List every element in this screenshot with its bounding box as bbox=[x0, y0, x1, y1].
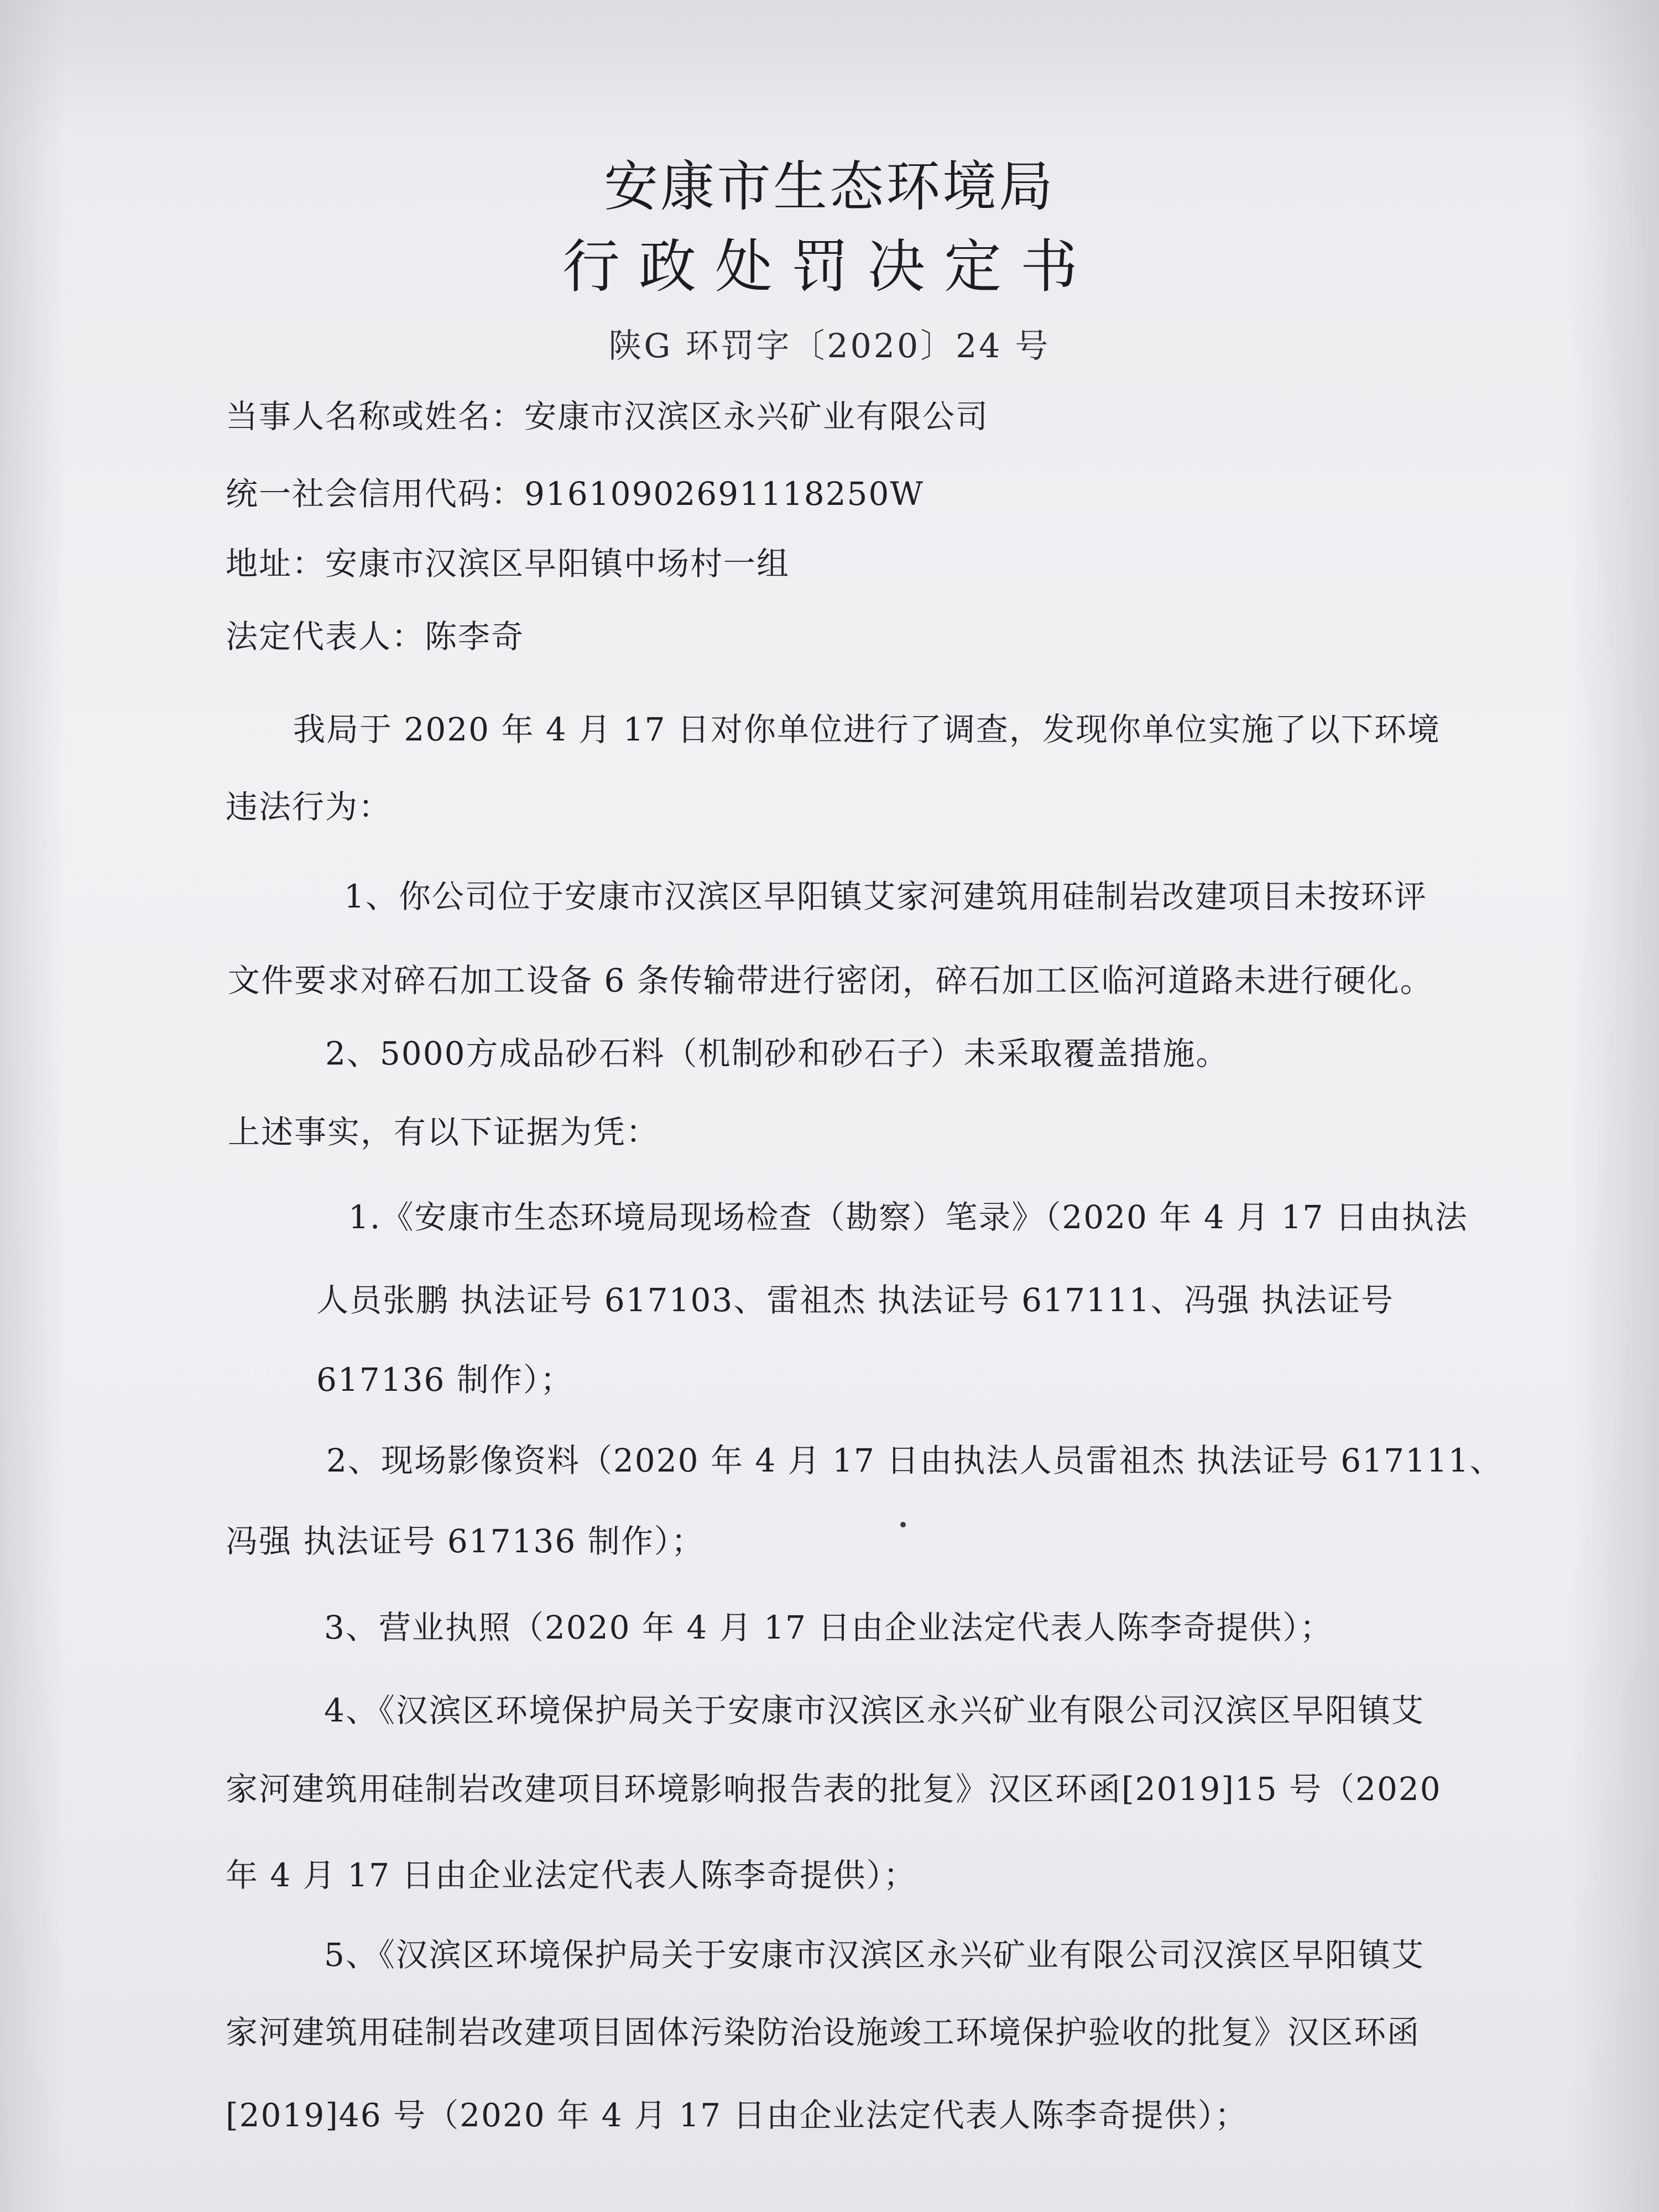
body-line: 617136 制作）； bbox=[316, 1361, 573, 1399]
body-line: 上述事实，有以下证据为凭： bbox=[228, 1113, 660, 1151]
address-label: 地址： bbox=[226, 545, 326, 582]
legal-rep-label: 法定代表人： bbox=[226, 618, 425, 655]
address-value: 安康市汉滨区早阳镇中场村一组 bbox=[325, 545, 790, 582]
body-line: 5、《汉滨区环境保护局关于安康市汉滨区永兴矿业有限公司汉滨区早阳镇艾 bbox=[324, 1936, 1425, 1974]
body-line: 2、现场影像资料（2020 年 4 月 17 日由执法人员雷祖杰 执法证号 617111、 bbox=[326, 1442, 1503, 1479]
page-shadow-top bbox=[0, 0, 1659, 144]
body-line: 2、5000方成品砂石料（机制砂和砂石子）未采取覆盖措施。 bbox=[325, 1035, 1229, 1072]
body-line: 违法行为： bbox=[226, 788, 392, 826]
document-title: 行政处罚决定书 bbox=[562, 233, 1097, 300]
body-line: 我局于 2020 年 4 月 17 日对你单位进行了调查，发现你单位实施了以下环境 bbox=[293, 711, 1441, 748]
credit-code-row bbox=[226, 474, 924, 513]
credit-code-label: 统一社会信用代码： bbox=[226, 475, 525, 513]
body-line: 1、你公司位于安康市汉滨区早阳镇艾家河建筑用硅制岩改建项目未按环评 bbox=[344, 878, 1427, 915]
agency-title: 安康市生态环境局 bbox=[603, 155, 1055, 218]
legal-rep-value: 陈李奇 bbox=[425, 618, 525, 655]
credit-code-value: 91610902691118250W bbox=[524, 475, 924, 513]
legal-rep-row bbox=[226, 617, 524, 656]
address-row bbox=[226, 544, 790, 583]
party-name-value: 安康市汉滨区永兴矿业有限公司 bbox=[524, 398, 989, 435]
body-line: 人员张鹏 执法证号 617103、雷祖杰 执法证号 617111、冯强 执法证号 bbox=[316, 1281, 1395, 1319]
body-line: 年 4 月 17 日由企业法定代表人陈李奇提供）； bbox=[226, 1856, 917, 1894]
party-name-label: 当事人名称或姓名： bbox=[226, 398, 525, 435]
body-line: 家河建筑用硅制岩改建项目环境影响报告表的批复》汉区环函[2019]15 号（2020 bbox=[226, 1770, 1442, 1808]
body-line: 文件要求对碎石加工设备 6 条传输带进行密闭，碎石加工区临河道路未进行硬化。 bbox=[228, 962, 1433, 999]
party-name-row bbox=[226, 397, 989, 436]
body-line: 1.《安康市生态环境局现场检查（勘察）笔录》（2020 年 4 月 17 日由执法 bbox=[348, 1198, 1468, 1236]
document-number: 陕G 环罚字〔2020〕24 号 bbox=[608, 327, 1051, 366]
body-line: [2019]46 号（2020 年 4 月 17 日由企业法定代表人陈李奇提供）； bbox=[226, 2096, 1248, 2134]
body-line: 冯强 执法证号 617136 制作）； bbox=[226, 1522, 705, 1560]
body-line: 家河建筑用硅制岩改建项目固体污染防治设施竣工环境保护验收的批复》汉区环函 bbox=[226, 2013, 1421, 2051]
body-line: 3、营业执照（2020 年 4 月 17 日由企业法定代表人陈李奇提供）； bbox=[324, 1609, 1333, 1646]
body-line: 4、《汉滨区环境保护局关于安康市汉滨区永兴矿业有限公司汉滨区早阳镇艾 bbox=[324, 1692, 1425, 1729]
paper-speck bbox=[900, 1522, 906, 1527]
